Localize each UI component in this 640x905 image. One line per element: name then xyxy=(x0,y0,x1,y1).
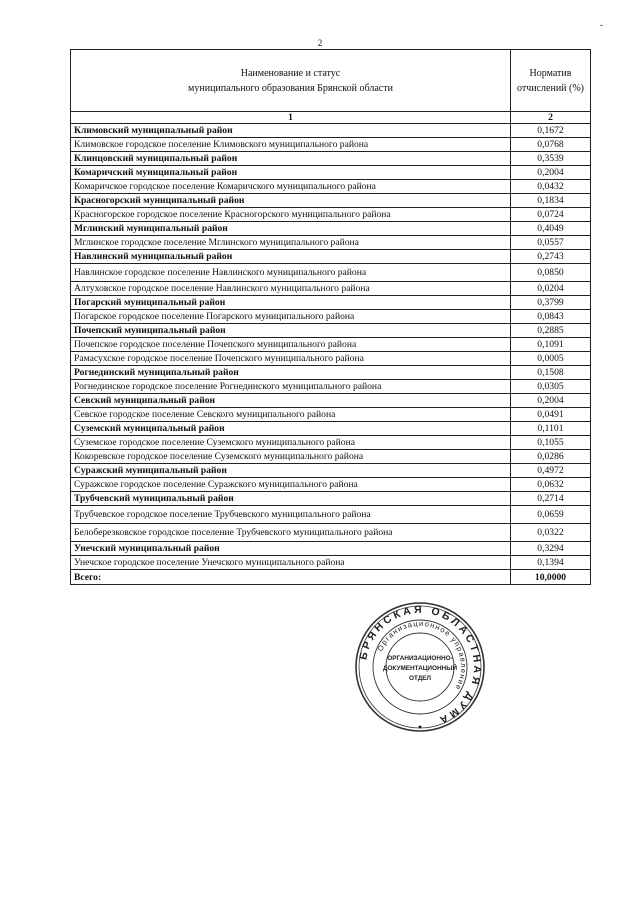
municipality-name: Красногорский муниципальный район xyxy=(71,194,511,208)
normative-value: 0,0557 xyxy=(511,236,591,250)
table-row xyxy=(71,556,591,570)
header-value-cell xyxy=(511,50,591,112)
header-name-line1: Наименование и статус xyxy=(240,67,341,79)
normative-value: 0,3294 xyxy=(511,542,591,556)
seal-center-line3: ОТДЕЛ xyxy=(408,675,432,682)
municipality-name: Кокоревское городское поселение Суземского муниципального района xyxy=(71,450,511,464)
normative-value: 0,0724 xyxy=(511,208,591,222)
municipality-name: Комаричское городское поселение Комаричского муниципального района xyxy=(71,180,511,194)
municipality-name: Унечский муниципальный район xyxy=(71,542,511,556)
corner-mark: - xyxy=(600,20,603,30)
municipality-name: Алтуховское городское поселение Навлинского муниципального района xyxy=(71,282,511,296)
municipality-name: Почепский муниципальный район xyxy=(71,324,511,338)
normative-value: 0,0305 xyxy=(511,380,591,394)
municipality-name: Навлинское городское поселение Навлинского муниципального района xyxy=(71,264,511,282)
table-header-row xyxy=(71,50,591,112)
normative-value: 0,4972 xyxy=(511,464,591,478)
normative-value: 0,0432 xyxy=(511,180,591,194)
municipality-name: Рамасухское городское поселение Почепского муниципального района xyxy=(71,352,511,366)
municipality-name: Севский муниципальный район xyxy=(71,394,511,408)
seal-center-line1: ОРГАНИЗАЦИОННО- xyxy=(387,655,453,662)
normative-value: 0,1055 xyxy=(511,436,591,450)
table-row xyxy=(71,250,591,264)
table-row xyxy=(71,152,591,166)
column-number-2: 2 xyxy=(511,112,591,124)
table-row xyxy=(71,352,591,366)
total-row xyxy=(71,570,591,585)
municipality-name: Трубчевское городское поселение Трубчевского муниципального района xyxy=(71,506,511,524)
normative-value: 0,2714 xyxy=(511,492,591,506)
normative-value: 0,3799 xyxy=(511,296,591,310)
column-number-1: 1 xyxy=(71,112,511,124)
normative-value: 0,0322 xyxy=(511,524,591,542)
normative-value: 0,2743 xyxy=(511,250,591,264)
header-name-line2: муниципального образования Брянской области xyxy=(188,82,393,94)
table-row xyxy=(71,478,591,492)
normative-value: 0,1834 xyxy=(511,194,591,208)
table-row xyxy=(71,542,591,556)
table-row xyxy=(71,408,591,422)
normative-value: 0,2004 xyxy=(511,166,591,180)
municipality-name: Рогнединское городское поселение Рогнединского муниципального района xyxy=(71,380,511,394)
header-name-cell xyxy=(71,50,511,112)
table-row xyxy=(71,264,591,282)
normative-value: 0,0491 xyxy=(511,408,591,422)
municipality-name: Суземское городское поселение Суземского муниципального района xyxy=(71,436,511,450)
table-row xyxy=(71,380,591,394)
seal-center-line2: ДОКУМЕНТАЦИОННЫЙ xyxy=(382,665,458,672)
normative-value: 0,1394 xyxy=(511,556,591,570)
municipality-name: Унечское городское поселение Унечского муниципального района xyxy=(71,556,511,570)
municipality-name: Погарское городское поселение Погарского муниципального района xyxy=(71,310,511,324)
page-number: 2 xyxy=(317,38,323,48)
municipality-name: Суражское городское поселение Суражского муниципального района xyxy=(71,478,511,492)
municipality-name: Белоберезковское городское поселение Трубчевского муниципального района xyxy=(71,524,511,542)
table-row xyxy=(71,506,591,524)
normative-value: 0,1101 xyxy=(511,422,591,436)
municipality-name: Мглинский муниципальный район xyxy=(71,222,511,236)
normative-value: 0,0286 xyxy=(511,450,591,464)
normative-value: 0,3539 xyxy=(511,152,591,166)
municipality-name: Комаричский муниципальный район xyxy=(71,166,511,180)
normative-value: 0,2004 xyxy=(511,394,591,408)
normative-value: 0,4049 xyxy=(511,222,591,236)
municipality-name: Суземский муниципальный район xyxy=(71,422,511,436)
table-row xyxy=(71,282,591,296)
header-value-line1: Норматив xyxy=(529,67,572,79)
normative-value: 0,0768 xyxy=(511,138,591,152)
table-row xyxy=(71,450,591,464)
municipality-name: Рогнединский муниципальный район xyxy=(71,366,511,380)
table-row xyxy=(71,236,591,250)
table-row xyxy=(71,194,591,208)
total-value: 10,0000 xyxy=(511,570,591,585)
table-row xyxy=(71,310,591,324)
normative-value: 0,0204 xyxy=(511,282,591,296)
table-row xyxy=(71,222,591,236)
table-row xyxy=(71,208,591,222)
normative-value: 0,1672 xyxy=(511,124,591,138)
normative-value: 0,0659 xyxy=(511,506,591,524)
municipality-name: Навлинский муниципальный район xyxy=(71,250,511,264)
municipality-name: Трубчевский муниципальный район xyxy=(71,492,511,506)
table-row xyxy=(71,366,591,380)
normative-value: 0,1091 xyxy=(511,338,591,352)
municipality-name: Мглинское городское поселение Мглинского муниципального района xyxy=(71,236,511,250)
seal-outer-text: БРЯНСКАЯ ОБЛАСТНАЯ ДУМА xyxy=(357,603,484,727)
municipality-name: Клинцовский муниципальный район xyxy=(71,152,511,166)
table-row xyxy=(71,338,591,352)
municipality-name: Климовское городское поселение Климовского муниципального района xyxy=(71,138,511,152)
table-row xyxy=(71,422,591,436)
municipality-name: Погарский муниципальный район xyxy=(71,296,511,310)
table-row xyxy=(71,180,591,194)
table-row xyxy=(71,436,591,450)
table-row xyxy=(71,138,591,152)
table-row xyxy=(71,524,591,542)
normative-value: 0,0632 xyxy=(511,478,591,492)
table-row xyxy=(71,492,591,506)
normative-value: 0,1508 xyxy=(511,366,591,380)
column-number-row xyxy=(71,112,591,124)
table-row xyxy=(71,464,591,478)
organization-seal xyxy=(353,600,487,734)
seal-inner-text: Организационное управление xyxy=(375,618,469,693)
table-row xyxy=(71,394,591,408)
table-row xyxy=(71,166,591,180)
normative-value: 0,0850 xyxy=(511,264,591,282)
municipality-name: Суражский муниципальный район xyxy=(71,464,511,478)
normative-value: 0,0843 xyxy=(511,310,591,324)
normative-value: 0,0005 xyxy=(511,352,591,366)
header-value-line2: отчислений (%) xyxy=(516,82,585,94)
total-label: Всего: xyxy=(71,570,511,585)
municipality-name: Красногорское городское поселение Красногорского муниципального района xyxy=(71,208,511,222)
municipality-name: Почепское городское поселение Почепского муниципального района xyxy=(71,338,511,352)
table-row xyxy=(71,324,591,338)
table-row xyxy=(71,124,591,138)
municipality-name: Севское городское поселение Севского муниципального района xyxy=(71,408,511,422)
table-row xyxy=(71,296,591,310)
normative-value: 0,2885 xyxy=(511,324,591,338)
municipality-name: Климовский муниципальный район xyxy=(71,124,511,138)
normatives-table xyxy=(70,49,591,585)
